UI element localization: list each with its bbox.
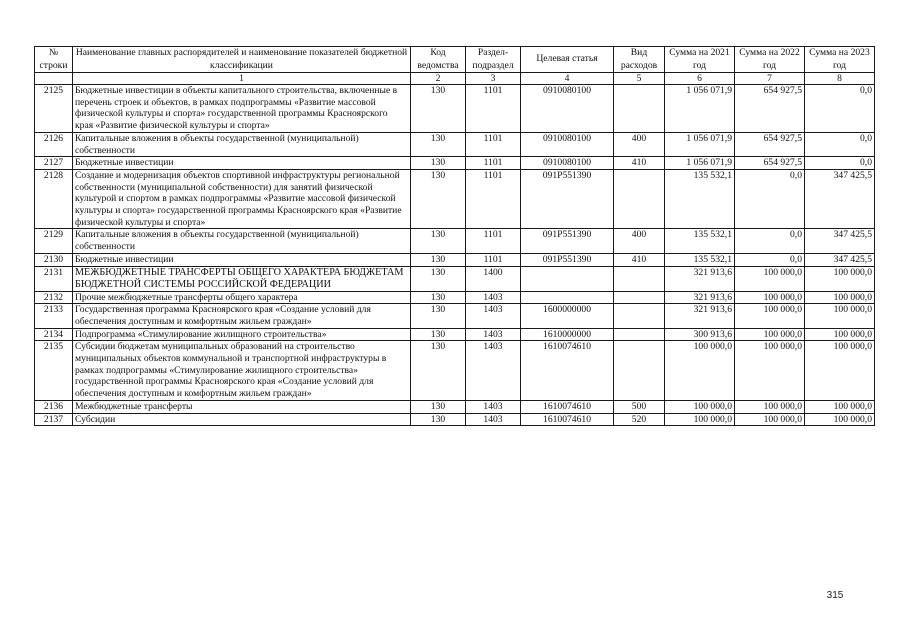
table-body [35,85,875,426]
sum-2021-cell: 1 056 071,9 [665,132,735,156]
table-row [35,85,875,133]
row-number-cell: 2133 [35,304,73,328]
dept-code-cell: 130 [411,291,466,304]
sum-2022-cell: 0,0 [735,253,805,266]
sum-2022-cell: 100 000,0 [735,400,805,413]
section-code-cell: 1403 [466,400,521,413]
expense-kind-cell [614,169,665,229]
section-code-cell: 1101 [466,229,521,253]
expense-kind-cell: 410 [614,157,665,170]
indicator-name-cell: Создание и модернизация объектов спортивной инфраструктуры региональной собственности (муниципальной собственности) для занятий физической культурой и спортом в рамках подпрограммы «Развитие массовой физической культуры и спорта» государственной программы Красноярского края «Развитие физической культуры и спорта» [73,169,411,229]
sum-2023-cell: 347 425,5 [805,253,875,266]
sum-2023-cell: 100 000,0 [805,400,875,413]
row-number-cell: 2135 [35,341,73,401]
sum-2021-cell: 321 913,6 [665,304,735,328]
sum-2023-cell: 100 000,0 [805,266,875,291]
sum-2022-cell: 100 000,0 [735,304,805,328]
table-row [35,229,875,253]
indicator-name-cell: Государственная программа Красноярского края «Создание условий для обеспечения доступным и комфортным жильем граждан» [73,304,411,328]
header-sum-2022: Сумма на 2022 год [735,47,805,73]
indicator-name-cell: Субсидии бюджетам муниципальных образований на строительство муниципальных объектов коммунальной и транспортной инфраструктуры в рамках подпрограммы «Стимулирование жилищного строительства» государственной программы Красноярского края «Создание условий для обеспечения доступным и комфортным жильем граждан» [73,341,411,401]
sum-2022-cell: 0,0 [735,169,805,229]
header-num: № строки [35,47,73,73]
indicator-name-cell: Бюджетные инвестиции [73,157,411,170]
target-article-cell: 1610000000 [521,328,614,341]
section-code-cell: 1403 [466,341,521,401]
sum-2021-cell: 1 056 071,9 [665,157,735,170]
sum-2021-cell: 321 913,6 [665,291,735,304]
sum-2023-cell: 100 000,0 [805,304,875,328]
row-number-cell: 2130 [35,253,73,266]
table-header-row [35,47,875,73]
row-number-cell: 2132 [35,291,73,304]
column-number: 7 [735,73,805,85]
expense-kind-cell: 400 [614,132,665,156]
sum-2022-cell: 100 000,0 [735,291,805,304]
table-row [35,304,875,328]
table-row [35,132,875,156]
table-row [35,169,875,229]
sum-2023-cell: 0,0 [805,85,875,133]
sum-2021-cell: 321 913,6 [665,266,735,291]
table-row [35,253,875,266]
section-code-cell: 1101 [466,85,521,133]
sum-2023-cell: 0,0 [805,157,875,170]
header-name: Наименование главных распорядителей и наименование показателей бюджетной классификации [73,47,411,73]
target-article-cell: 0910080100 [521,85,614,133]
row-number-cell: 2137 [35,413,73,426]
section-code-cell: 1403 [466,304,521,328]
column-number: 2 [411,73,466,85]
sum-2021-cell: 100 000,0 [665,400,735,413]
row-number-cell: 2129 [35,229,73,253]
column-number-row [35,73,875,85]
dept-code-cell: 130 [411,157,466,170]
header-target: Целевая статья [521,47,614,73]
sum-2022-cell: 0,0 [735,229,805,253]
indicator-name-cell: Межбюджетные трансферты [73,400,411,413]
table-row [35,291,875,304]
section-code-cell: 1403 [466,291,521,304]
dept-code-cell: 130 [411,413,466,426]
dept-code-cell: 130 [411,229,466,253]
target-article-cell: 0910080100 [521,157,614,170]
sum-2021-cell: 135 532,1 [665,253,735,266]
dept-code-cell: 130 [411,266,466,291]
page-number: 315 [826,590,844,601]
dept-code-cell: 130 [411,400,466,413]
dept-code-cell: 130 [411,132,466,156]
target-article-cell [521,291,614,304]
table-row [35,413,875,426]
column-number: 3 [466,73,521,85]
header-section: Раздел-подраздел [466,47,521,73]
indicator-name-cell: Субсидии [73,413,411,426]
target-article-cell: 091P551390 [521,253,614,266]
sum-2023-cell: 0,0 [805,132,875,156]
row-number-cell: 2126 [35,132,73,156]
expense-kind-cell [614,291,665,304]
column-number: 8 [805,73,875,85]
sum-2023-cell: 100 000,0 [805,328,875,341]
row-number-cell: 2134 [35,328,73,341]
dept-code-cell: 130 [411,169,466,229]
sum-2022-cell: 100 000,0 [735,341,805,401]
column-number [35,73,73,85]
section-code-cell: 1400 [466,266,521,291]
table-row [35,266,875,291]
expense-kind-cell [614,266,665,291]
expense-kind-cell [614,304,665,328]
target-article-cell: 0910080100 [521,132,614,156]
sum-2022-cell: 654 927,5 [735,85,805,133]
section-code-cell: 1403 [466,328,521,341]
section-code-cell: 1101 [466,132,521,156]
column-number: 6 [665,73,735,85]
header-sum-2023: Сумма на 2023 год [805,47,875,73]
column-number: 1 [73,73,411,85]
row-number-cell: 2136 [35,400,73,413]
section-code-cell: 1101 [466,253,521,266]
sum-2022-cell: 654 927,5 [735,132,805,156]
budget-table [34,46,875,426]
dept-code-cell: 130 [411,341,466,401]
expense-kind-cell: 400 [614,229,665,253]
indicator-name-cell: Подпрограмма «Стимулирование жилищного строительства» [73,328,411,341]
section-code-cell: 1101 [466,157,521,170]
expense-kind-cell [614,328,665,341]
header-dept: Код ведомства [411,47,466,73]
sum-2022-cell: 100 000,0 [735,328,805,341]
target-article-cell: 091P551390 [521,169,614,229]
expense-kind-cell [614,341,665,401]
expense-kind-cell: 410 [614,253,665,266]
indicator-name-cell: Прочие межбюджетные трансферты общего характера [73,291,411,304]
sum-2021-cell: 300 913,6 [665,328,735,341]
table-row [35,341,875,401]
sum-2021-cell: 135 532,1 [665,169,735,229]
target-article-cell: 1600000000 [521,304,614,328]
header-sum-2021: Сумма на 2021 год [665,47,735,73]
section-code-cell: 1101 [466,169,521,229]
expense-kind-cell: 500 [614,400,665,413]
row-number-cell: 2128 [35,169,73,229]
sum-2023-cell: 347 425,5 [805,169,875,229]
dept-code-cell: 130 [411,328,466,341]
indicator-name-cell: Капитальные вложения в объекты государственной (муниципальной) собственности [73,132,411,156]
sum-2023-cell: 100 000,0 [805,341,875,401]
section-code-cell: 1403 [466,413,521,426]
sum-2022-cell: 100 000,0 [735,266,805,291]
sum-2021-cell: 1 056 071,9 [665,85,735,133]
sum-2021-cell: 135 532,1 [665,229,735,253]
target-article-cell: 1610074610 [521,341,614,401]
sum-2022-cell: 654 927,5 [735,157,805,170]
sum-2021-cell: 100 000,0 [665,341,735,401]
sum-2022-cell: 100 000,0 [735,413,805,426]
column-number: 5 [614,73,665,85]
indicator-name-cell: Бюджетные инвестиции [73,253,411,266]
row-number-cell: 2127 [35,157,73,170]
sum-2021-cell: 100 000,0 [665,413,735,426]
sum-2023-cell: 100 000,0 [805,413,875,426]
dept-code-cell: 130 [411,253,466,266]
target-article-cell: 091P551390 [521,229,614,253]
sum-2023-cell: 100 000,0 [805,291,875,304]
target-article-cell: 1610074610 [521,413,614,426]
column-number: 4 [521,73,614,85]
indicator-name-cell: Капитальные вложения в объекты государственной (муниципальной) собственности [73,229,411,253]
table-row [35,157,875,170]
target-article-cell [521,266,614,291]
table-row [35,400,875,413]
target-article-cell: 1610074610 [521,400,614,413]
dept-code-cell: 130 [411,85,466,133]
row-number-cell: 2131 [35,266,73,291]
indicator-name-cell: Бюджетные инвестиции в объекты капитального строительства, включенные в перечень строек и объектов, в рамках подпрограммы «Развитие массовой физической культуры и спорта» государственной программы Красноярского края «Развитие физической культуры и спорта» [73,85,411,133]
indicator-name-cell: МЕЖБЮДЖЕТНЫЕ ТРАНСФЕРТЫ ОБЩЕГО ХАРАКТЕРА БЮДЖЕТАМ БЮДЖЕТНОЙ СИСТЕМЫ РОССИЙСКОЙ ФЕДЕРАЦИИ [73,266,411,291]
sum-2023-cell: 347 425,5 [805,229,875,253]
row-number-cell: 2125 [35,85,73,133]
expense-kind-cell [614,85,665,133]
dept-code-cell: 130 [411,304,466,328]
header-kind: Вид расходов [614,47,665,73]
table-row [35,328,875,341]
expense-kind-cell: 520 [614,413,665,426]
